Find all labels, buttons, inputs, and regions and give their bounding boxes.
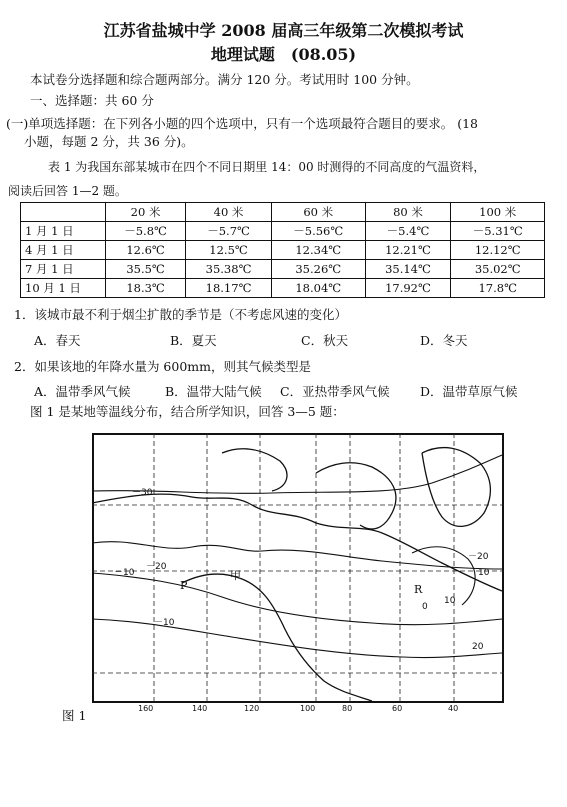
table-row — [21, 241, 545, 260]
table-cell: 18.04℃ — [271, 279, 365, 298]
table-row — [21, 260, 545, 279]
place-label-p: P — [180, 579, 188, 592]
figure-intro: 图 1 是某地等温线分布，结合所学知识，回答 3—5 题： — [30, 404, 345, 419]
question-1-stem: 1．该城市最不利于烟尘扩散的季节是（不考虑风速的变化） — [14, 307, 347, 322]
isotherm-map — [92, 433, 504, 713]
table-cell: 17.8℃ — [451, 279, 545, 298]
question-1-option-c[interactable]: C．秋天 — [301, 333, 349, 348]
table-cell: 1 月 1 日 — [21, 222, 106, 241]
exam-title: 江苏省盐城中学 2008 届高三年级第二次模拟考试 — [103, 21, 464, 40]
isotherm-label: 0 — [422, 602, 428, 612]
table-cell: 18.17℃ — [186, 279, 272, 298]
temperature-table — [20, 202, 545, 298]
isotherm-label: －20 — [468, 552, 489, 562]
longitude-label: 140 — [192, 704, 208, 713]
table-cell: 10 月 1 日 — [21, 279, 106, 298]
table-cell: 4 月 1 日 — [21, 241, 106, 260]
place-label-jia: 甲 — [230, 569, 241, 582]
table-row — [21, 222, 545, 241]
isotherm-label: －10 — [114, 568, 135, 578]
figure-label: 图 1 — [62, 708, 87, 723]
longitude-label: 80 — [342, 704, 353, 713]
longitude-label: 60 — [392, 704, 403, 713]
table-header-row — [21, 203, 545, 222]
table-cell: 35.14℃ — [365, 260, 451, 279]
exam-note: 本试卷分选择题和综合题两部分。满分 120 分。考试用时 100 分钟。 — [30, 72, 419, 87]
table-cell: －5.7℃ — [186, 222, 272, 241]
table-header-cell: 40 米 — [186, 203, 272, 222]
table-cell: 35.26℃ — [271, 260, 365, 279]
table-cell: －5.8℃ — [106, 222, 186, 241]
table-intro-line2: 阅读后回答 1—2 题。 — [8, 184, 127, 198]
question-1-option-a[interactable]: A．春天 — [34, 333, 81, 348]
table-cell: －5.4℃ — [365, 222, 451, 241]
question-2-option-c[interactable]: C．亚热带季风气候 — [280, 384, 390, 399]
table-cell: 12.6℃ — [106, 241, 186, 260]
table-header-cell: 80 米 — [365, 203, 451, 222]
table-header-cell: 20 米 — [106, 203, 186, 222]
question-2-stem: 2．如果该地的年降水量为 600mm，则其气候类型是 — [14, 359, 311, 374]
isotherm-label: －10 — [154, 618, 175, 628]
exam-subtitle: 地理试题 (08.05) — [210, 45, 357, 64]
longitude-label: 160 — [138, 704, 154, 713]
isotherm-label: 10 — [478, 568, 490, 578]
question-1-option-d[interactable]: D．冬天 — [420, 333, 468, 348]
place-label-r: R — [414, 583, 423, 596]
longitude-label: 120 — [244, 704, 260, 713]
table-intro-line1: 表 1 为我国东部某城市在四个不同日期里 14：00 时测得的不同高度的气温资料， — [48, 160, 486, 174]
table-cell: 17.92℃ — [365, 279, 451, 298]
question-2-option-a[interactable]: A．温带季风气候 — [34, 384, 131, 399]
table-cell: 35.5℃ — [106, 260, 186, 279]
isotherm-label: －20 — [146, 562, 167, 572]
question-2-option-d[interactable]: D．温带草原气候 — [420, 384, 518, 399]
isotherm-label: 10 — [444, 596, 456, 606]
section-heading: 一、选择题：共 60 分 — [30, 93, 154, 108]
part-instruction-line1: (一)单项选择题：在下列各小题的四个选项中，只有一个选项最符合题目的要求。 (18 — [6, 116, 479, 131]
table-cell: 35.02℃ — [451, 260, 545, 279]
part-instruction-line2: 小题，每题 2 分，共 36 分)。 — [24, 134, 194, 149]
table-header-cell — [21, 203, 106, 222]
table-header-cell: 100 米 — [451, 203, 545, 222]
table-cell: 12.34℃ — [271, 241, 365, 260]
table-cell: 12.5℃ — [186, 241, 272, 260]
table-cell: －5.31℃ — [451, 222, 545, 241]
table-cell: －5.56℃ — [271, 222, 365, 241]
longitude-label: 40 — [448, 704, 459, 713]
table-row — [21, 279, 545, 298]
table-cell: 12.12℃ — [451, 241, 545, 260]
table-header-cell: 60 米 — [271, 203, 365, 222]
question-2-option-b[interactable]: B．温带大陆气候 — [165, 384, 262, 399]
isotherm-label: 20 — [472, 642, 484, 652]
question-1-option-b[interactable]: B．夏天 — [170, 333, 217, 348]
isotherm-label: －30 — [132, 488, 153, 498]
table-cell: 18.3℃ — [106, 279, 186, 298]
table-cell: 12.21℃ — [365, 241, 451, 260]
table-cell: 7 月 1 日 — [21, 260, 106, 279]
longitude-label: 100 — [300, 704, 316, 713]
table-cell: 35.38℃ — [186, 260, 272, 279]
